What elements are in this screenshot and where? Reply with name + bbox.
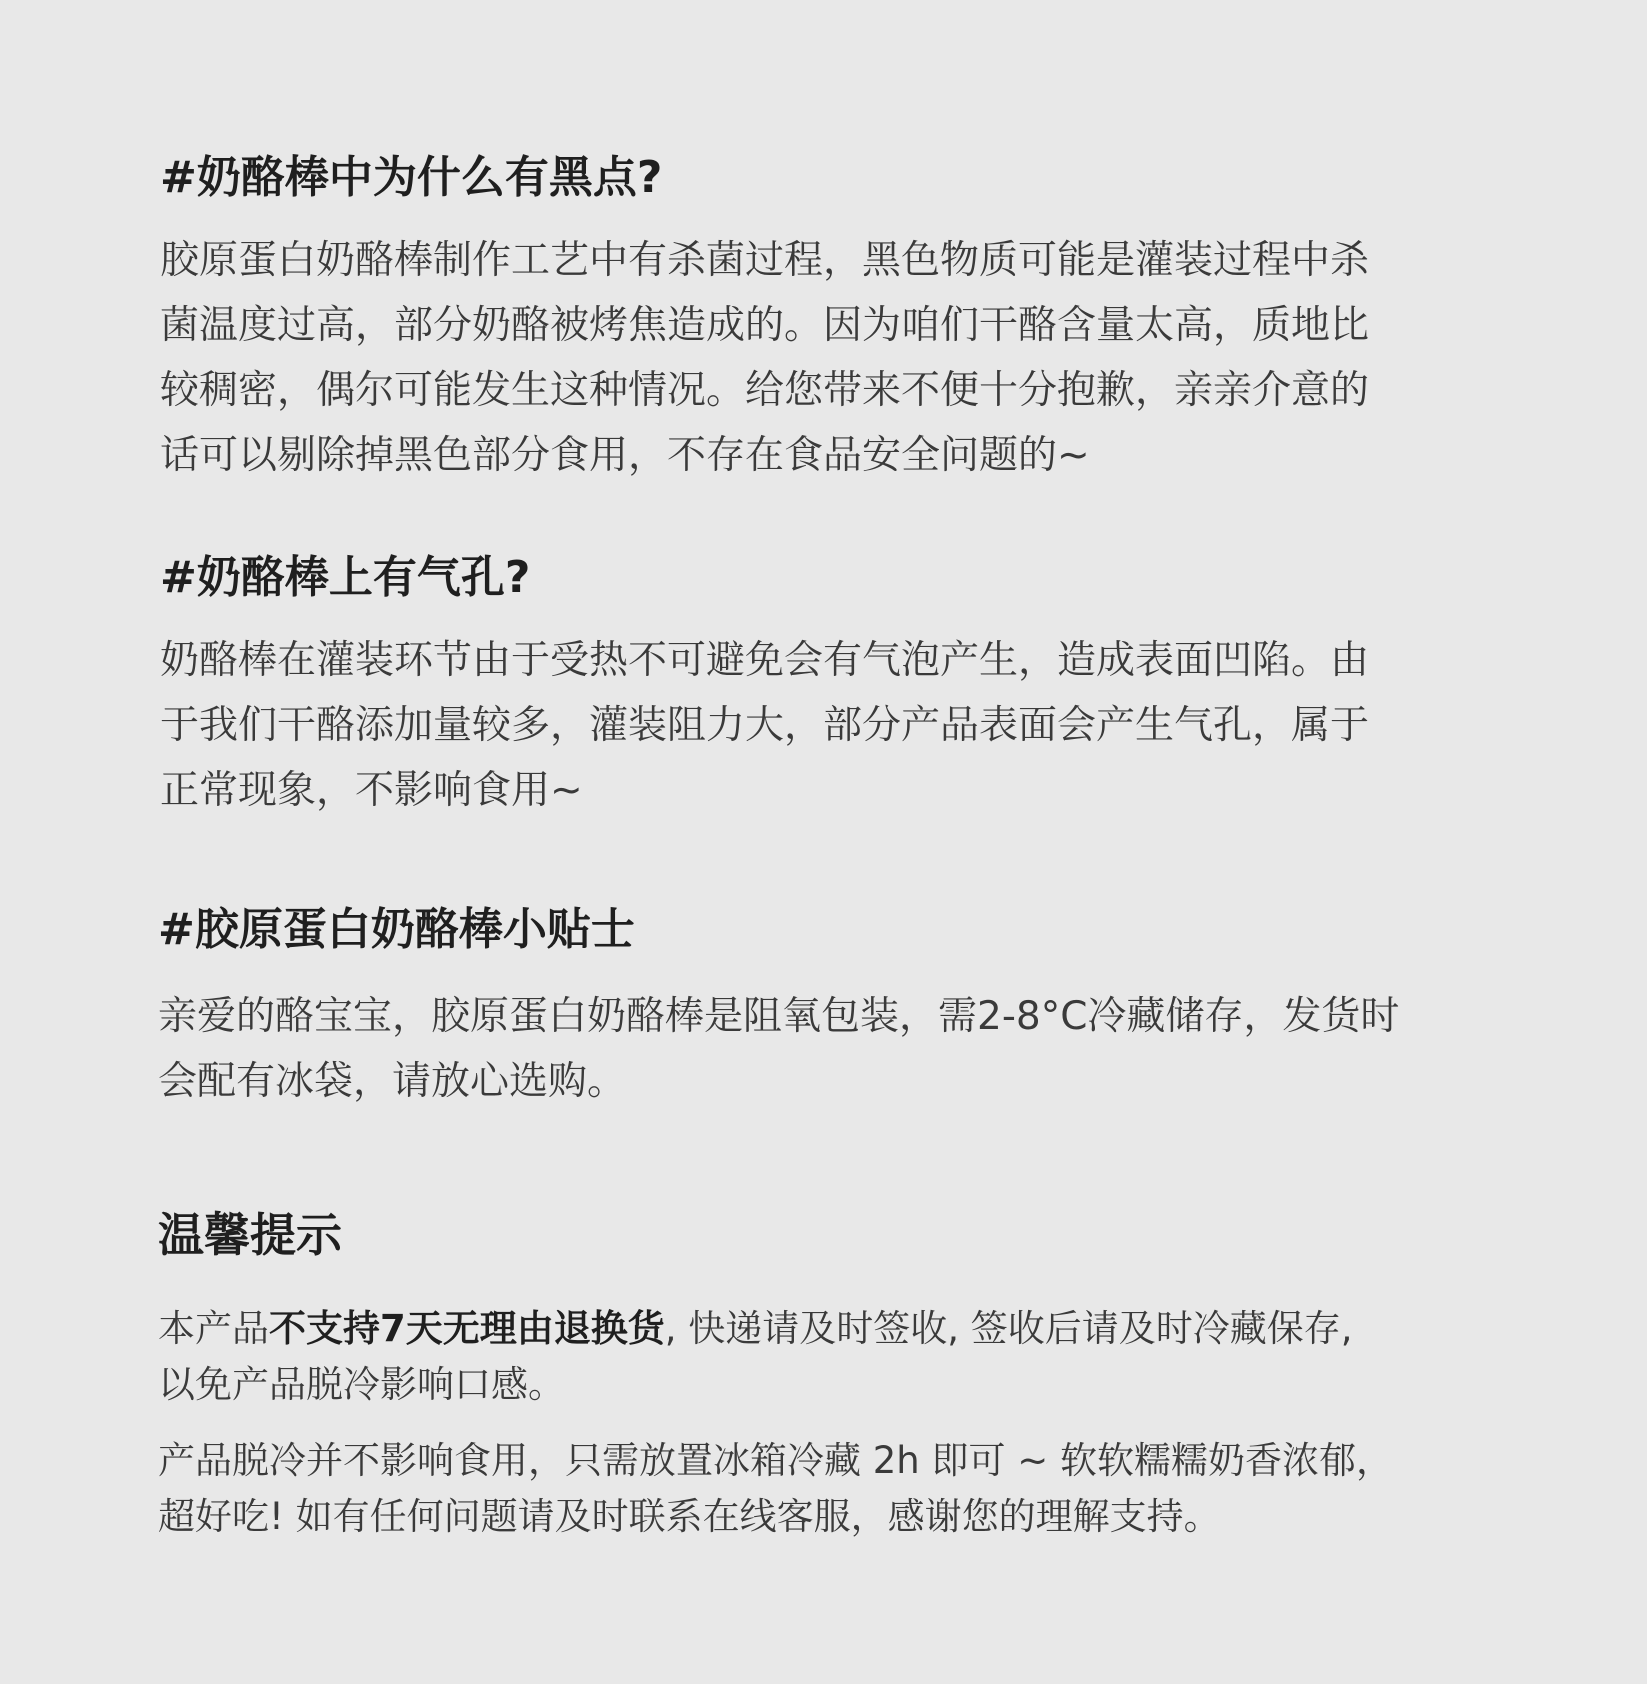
thaw-note-line: 超好吃! 如有任何问题请及时联系在线客服，感谢您的理解支持。 <box>158 1495 1221 1538</box>
faq-air-holes <box>160 548 1500 823</box>
faq-heading-black-dots: #奶酪棒中为什么有黑点? <box>160 152 663 203</box>
answer-line: 胶原蛋白奶酪棒制作工艺中有杀菌过程，黑色物质可能是灌装过程中杀 <box>160 238 1370 283</box>
answer-line: 于我们干酪添加量较多，灌装阻力大，部分产品表面会产生气孔，属于 <box>160 703 1370 748</box>
faq-heading-storage-tips: #胶原蛋白奶酪棒小贴士 <box>158 904 635 955</box>
return-policy-line <box>158 1301 1498 1357</box>
answer-line: 较稠密，偶尔可能发生这种情况。给您带来不便十分抱歉，亲亲介意的 <box>160 368 1370 413</box>
warm-tips-heading: 温馨提示 <box>158 1208 342 1262</box>
answer-line: 正常现象，不影响食用~ <box>160 768 583 813</box>
return-policy-line: 以免产品脱冷影响口感。 <box>158 1363 565 1406</box>
answer-line: 会配有冰袋，请放心选购。 <box>158 1059 627 1104</box>
faq-storage-tips <box>158 900 1498 1114</box>
return-policy-prefix: 本产品 <box>158 1307 269 1350</box>
no-return-emphasis: 不支持7天无理由退换货 <box>269 1307 665 1350</box>
thaw-note <box>158 1433 1498 1545</box>
answer-line: 菌温度过高，部分奶酪被烤焦造成的。因为咱们干酪含量太高，质地比 <box>160 303 1370 348</box>
faq-heading-air-holes: #奶酪棒上有气孔? <box>160 552 531 603</box>
faq-answer-storage-tips <box>158 984 1498 1114</box>
answer-line: 话可以剔除掉黑色部分食用，不存在食品安全问题的~ <box>160 433 1090 478</box>
return-policy-suffix: , 快递请及时签收, 签收后请及时冷藏保存, <box>664 1307 1353 1350</box>
thaw-note-line: 产品脱冷并不影响食用，只需放置冰箱冷藏 2h 即可 ~ 软软糯糯奶香浓郁， <box>158 1439 1394 1482</box>
faq-answer-air-holes <box>160 628 1500 823</box>
return-policy-note <box>158 1301 1498 1413</box>
faq-answer-black-dots <box>160 228 1500 488</box>
faq-black-dots <box>160 148 1500 488</box>
warm-tips <box>158 1205 1498 1545</box>
answer-line: 奶酪棒在灌装环节由于受热不可避免会有气泡产生，造成表面凹陷。由 <box>160 638 1370 683</box>
answer-line: 亲爱的酪宝宝，胶原蛋白奶酪棒是阻氧包装，需2-8°C冷藏储存，发货时 <box>158 994 1400 1039</box>
